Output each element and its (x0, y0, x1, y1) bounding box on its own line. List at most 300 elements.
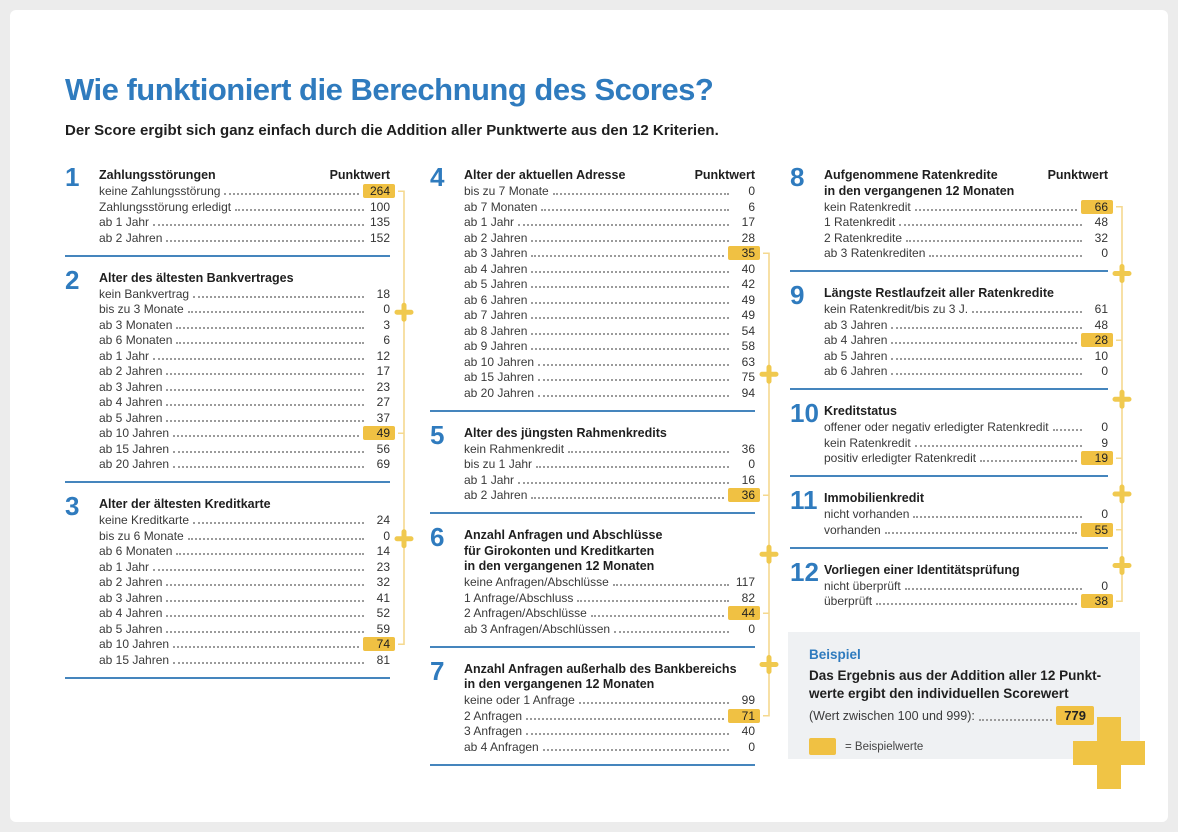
row-value-highlighted: 74 (363, 637, 395, 651)
section-title-line: in den vergangenen 12 Monaten (824, 183, 1015, 198)
section-header (464, 426, 755, 442)
section-divider (65, 255, 390, 257)
dotted-leader (153, 358, 364, 360)
score-row (824, 199, 1108, 215)
section-number: 5 (430, 419, 445, 450)
example-score-row (809, 706, 1094, 725)
row-value: 24 (376, 513, 390, 528)
score-row (464, 693, 755, 709)
row-label: vorhanden (824, 522, 881, 537)
row-label: ab 10 Jahren (99, 426, 170, 441)
score-row (99, 544, 390, 560)
section-9 (790, 280, 1108, 379)
score-row (99, 286, 390, 302)
row-value: 69 (376, 457, 390, 472)
row-label: 2 Anfragen (464, 708, 523, 723)
row-label: ab 4 Jahren (99, 395, 163, 410)
punktwert-header: Punktwert (329, 168, 390, 182)
section-title (824, 491, 924, 507)
row-label: offener oder negativ erledigter Ratenkredit (824, 420, 1049, 435)
section-number: 8 (790, 162, 805, 192)
score-row (464, 724, 755, 740)
row-value: 117 (735, 575, 755, 590)
plus-icon (1115, 392, 1129, 406)
row-value: 0 (1101, 507, 1108, 522)
row-label: ab 4 Jahren (824, 333, 888, 348)
section-title-line: Vorliegen einer Identitätsprüfung (824, 562, 1020, 577)
plus-icon (397, 532, 411, 546)
row-value: 23 (376, 379, 390, 394)
section-number: 4 (430, 162, 445, 192)
row-label: kein Rahmenkredit (464, 441, 565, 456)
row-label: ab 15 Jahren (99, 652, 170, 667)
row-value: 0 (1101, 420, 1108, 435)
section-6 (430, 522, 755, 637)
row-value: 36 (741, 441, 755, 456)
score-row (99, 637, 390, 653)
score-row (464, 708, 755, 724)
score-infographic-page (10, 10, 1168, 822)
row-value: 63 (741, 354, 755, 369)
section-3 (65, 491, 390, 668)
section-title (824, 168, 1014, 199)
score-row (464, 441, 755, 457)
score-row (99, 184, 390, 200)
row-label: ab 10 Jahren (99, 637, 170, 652)
row-value: 0 (1101, 246, 1108, 261)
row-label: ab 3 Jahren (824, 317, 888, 332)
row-value: 52 (376, 606, 390, 621)
score-row (824, 594, 1108, 610)
page-title: Wie funktioniert die Berechnung des Scores? (65, 72, 714, 107)
score-row (464, 339, 755, 355)
row-label: ab 15 Jahren (99, 441, 170, 456)
dotted-leader (913, 516, 1082, 518)
score-row (824, 230, 1108, 246)
score-row (464, 230, 755, 246)
row-value: 0 (748, 184, 755, 199)
section-title (824, 286, 1054, 302)
plus-icon (1115, 487, 1129, 501)
dotted-leader (166, 631, 364, 633)
section-number: 10 (790, 398, 819, 428)
dotted-leader (531, 302, 729, 304)
score-row (99, 302, 390, 318)
section-divider (430, 512, 755, 514)
row-value: 17 (741, 215, 755, 230)
dotted-leader (531, 255, 724, 257)
row-value: 58 (741, 339, 755, 354)
dotted-leader (188, 311, 364, 313)
section-title-line: in den vergangenen 12 Monaten (464, 677, 655, 691)
score-row (824, 348, 1108, 364)
plus-icon (762, 547, 776, 561)
row-value-highlighted: 264 (363, 184, 395, 198)
row-value: 6 (748, 199, 755, 214)
dotted-leader (531, 333, 729, 335)
dotted-leader (176, 553, 364, 555)
row-value: 37 (376, 410, 390, 425)
dotted-leader (577, 600, 729, 602)
score-row (464, 261, 755, 277)
dotted-leader (531, 497, 724, 499)
row-label: ab 6 Monaten (99, 333, 173, 348)
dotted-leader (518, 224, 729, 226)
row-label: ab 4 Anfragen (464, 739, 539, 754)
dotted-leader (526, 718, 724, 720)
example-score-value: 779 (1056, 706, 1094, 725)
plus-icon (762, 658, 776, 672)
example-text-line: Das Ergebnis aus der Addition aller 12 Punkt- (809, 668, 1102, 683)
score-row (99, 364, 390, 380)
row-value: 32 (1094, 230, 1108, 245)
dotted-leader (176, 342, 364, 344)
row-label: ab 3 Jahren (99, 379, 163, 394)
example-value-swatch-icon (809, 738, 836, 755)
dotted-leader (568, 451, 729, 453)
row-label: bis zu 7 Monate (464, 184, 549, 199)
section-title-line: Alter des ältesten Bankvertrages (99, 270, 294, 285)
column-end-divider (430, 764, 755, 766)
section-number: 9 (790, 280, 805, 310)
dotted-leader (876, 603, 1077, 605)
row-label: ab 3 Jahren (99, 590, 163, 605)
dotted-leader (166, 404, 364, 406)
legend-label: = Beispielwerte (845, 740, 924, 753)
score-row (99, 333, 390, 349)
dotted-leader (166, 600, 364, 602)
section-title (464, 426, 667, 442)
dotted-leader (173, 646, 359, 648)
row-value: 54 (741, 323, 755, 338)
row-value: 81 (376, 652, 390, 667)
score-row (464, 323, 755, 339)
score-row (824, 507, 1108, 523)
row-value-highlighted: 49 (363, 426, 395, 440)
dotted-leader (531, 317, 729, 319)
row-value: 61 (1094, 302, 1108, 317)
score-row (464, 472, 755, 488)
row-value: 42 (741, 277, 755, 292)
section-header (464, 528, 755, 575)
dotted-leader (176, 327, 364, 329)
row-label: ab 1 Jahr (99, 559, 150, 574)
dotted-leader (166, 389, 364, 391)
row-value: 0 (383, 302, 390, 317)
dotted-leader (188, 538, 364, 540)
row-label: ab 5 Jahren (99, 410, 163, 425)
dotted-leader (613, 584, 729, 586)
row-value: 94 (741, 385, 755, 400)
connector-path (763, 253, 769, 716)
score-row (99, 410, 390, 426)
section-2 (65, 264, 390, 473)
row-value: 16 (741, 472, 755, 487)
score-row (824, 522, 1108, 538)
dotted-leader (915, 209, 1077, 211)
row-label: 3 Anfragen (464, 724, 523, 739)
dotted-leader (579, 702, 729, 704)
dotted-leader (173, 662, 364, 664)
section-header (464, 168, 755, 184)
example-text (809, 667, 1140, 703)
dotted-leader (166, 373, 364, 375)
section-number: 2 (65, 264, 80, 295)
plus-icon (1115, 559, 1129, 573)
section-title (99, 271, 294, 287)
row-value: 0 (748, 621, 755, 636)
row-value: 23 (376, 559, 390, 574)
row-value-highlighted: 35 (728, 246, 760, 260)
dotted-leader (193, 296, 364, 298)
score-row (99, 395, 390, 411)
row-value: 27 (376, 395, 390, 410)
row-label: 2 Ratenkredite (824, 230, 903, 245)
score-row (464, 354, 755, 370)
score-row (464, 739, 755, 755)
dotted-leader (166, 584, 364, 586)
row-value-highlighted: 55 (1081, 523, 1113, 537)
section-title-line: Aufgenommene Ratenkredite (824, 168, 998, 182)
section-4 (430, 162, 755, 401)
score-row (99, 590, 390, 606)
score-row (464, 246, 755, 262)
row-label: ab 20 Jahren (464, 385, 535, 400)
row-value: 152 (369, 230, 390, 245)
row-label: ab 2 Jahren (464, 230, 528, 245)
score-row (99, 230, 390, 246)
section-title-line: Immobilienkredit (824, 491, 925, 505)
dotted-leader (193, 522, 364, 524)
row-label: ab 1 Jahr (99, 215, 150, 230)
dotted-leader (153, 569, 364, 571)
row-label: ab 4 Jahren (99, 606, 163, 621)
row-value: 3 (383, 317, 390, 332)
row-label: 2 Anfragen/Abschlüsse (464, 606, 587, 621)
row-value: 59 (376, 621, 390, 636)
row-label: bis zu 6 Monate (99, 528, 184, 543)
dotted-leader (518, 482, 729, 484)
score-row (464, 590, 755, 606)
section-title (99, 497, 271, 513)
row-label: ab 5 Jahren (99, 621, 163, 636)
row-label: ab 2 Jahren (99, 575, 163, 590)
section-title-line: Anzahl Anfragen außerhalb des Bankbereichs (464, 661, 737, 676)
score-row (824, 435, 1108, 451)
section-title (464, 662, 737, 693)
score-row (824, 246, 1108, 262)
row-label: bis zu 3 Monate (99, 302, 184, 317)
row-value: 41 (376, 590, 390, 605)
section-number: 3 (65, 491, 80, 521)
row-value: 0 (748, 457, 755, 472)
dotted-leader (531, 240, 729, 242)
score-row (464, 199, 755, 215)
score-row (824, 451, 1108, 467)
row-label: ab 2 Jahren (464, 488, 528, 503)
row-value: 0 (383, 528, 390, 543)
row-label: ab 3 Anfragen/Abschlüssen (464, 621, 611, 636)
dotted-leader (591, 615, 724, 617)
dotted-leader (553, 193, 729, 195)
section-header (824, 286, 1108, 302)
score-row (99, 528, 390, 544)
score-row (824, 333, 1108, 349)
dotted-leader (173, 435, 359, 437)
row-label: 1 Anfrage/Abschluss (464, 590, 574, 605)
dotted-leader (166, 420, 364, 422)
criteria-column-2 (430, 162, 755, 780)
dotted-leader (536, 466, 729, 468)
row-value: 32 (376, 575, 390, 590)
row-label: bis zu 1 Jahr (464, 457, 533, 472)
row-value-highlighted: 66 (1081, 200, 1113, 214)
score-row (464, 370, 755, 386)
section-11 (790, 485, 1108, 538)
criteria-column-1 (65, 162, 390, 693)
column-end-divider (65, 677, 390, 679)
score-row (464, 277, 755, 293)
section-title-line: in den vergangenen 12 Monaten (464, 559, 655, 573)
connector-path (398, 191, 404, 644)
row-label: ab 8 Jahren (464, 323, 528, 338)
section-header (824, 168, 1108, 199)
row-label: ab 4 Jahren (464, 261, 528, 276)
section-header (824, 404, 1108, 420)
section-1 (65, 162, 390, 246)
section-5 (430, 419, 755, 504)
dotted-leader (891, 342, 1077, 344)
dotted-leader (166, 240, 364, 242)
row-value: 40 (741, 724, 755, 739)
row-value: 40 (741, 261, 755, 276)
dotted-leader (531, 286, 729, 288)
dotted-leader (972, 311, 1082, 313)
row-value: 99 (741, 693, 755, 708)
section-number: 7 (430, 655, 445, 686)
example-title: Beispiel (809, 647, 861, 662)
score-row (99, 199, 390, 215)
row-label: ab 3 Ratenkrediten (824, 246, 926, 261)
section-divider (430, 410, 755, 412)
score-row (99, 379, 390, 395)
dotted-leader (538, 379, 729, 381)
section-divider (65, 481, 390, 483)
row-label: positiv erledigter Ratenkredit (824, 451, 977, 466)
section-title-line: Alter der ältesten Kreditkarte (99, 497, 271, 511)
section-header (464, 662, 755, 693)
row-label: überprüft (824, 594, 873, 609)
row-value: 0 (1101, 364, 1108, 379)
row-label: ab 2 Jahren (99, 230, 163, 245)
big-plus-icon (1073, 717, 1145, 789)
score-row (464, 488, 755, 504)
row-label: ab 15 Jahren (464, 370, 535, 385)
row-value: 14 (376, 544, 390, 559)
row-label: ab 9 Jahren (464, 339, 528, 354)
dotted-leader (614, 631, 729, 633)
section-divider (790, 547, 1108, 549)
row-label: ab 1 Jahr (464, 215, 515, 230)
dotted-leader (906, 240, 1082, 242)
row-label: ab 20 Jahren (99, 457, 170, 472)
row-label: keine oder 1 Anfrage (464, 693, 575, 708)
section-header (99, 271, 390, 287)
row-label: kein Ratenkredit (824, 435, 911, 450)
score-row (99, 559, 390, 575)
row-value: 48 (1094, 317, 1108, 332)
section-title (824, 563, 1020, 579)
plus-icon (1115, 267, 1129, 281)
score-row (99, 621, 390, 637)
row-value: 49 (741, 308, 755, 323)
dotted-leader (541, 209, 729, 211)
dotted-leader (885, 532, 1077, 534)
row-label: ab 6 Jahren (464, 292, 528, 307)
row-value: 0 (748, 739, 755, 754)
example-range-text: (Wert zwischen 100 und 999): (809, 708, 975, 723)
score-row (99, 348, 390, 364)
row-value-highlighted: 71 (728, 709, 760, 723)
score-row (464, 292, 755, 308)
example-text-line: werte ergibt den individuellen Scorewert (809, 686, 1069, 701)
row-label: ab 5 Jahren (464, 277, 528, 292)
section-divider (790, 475, 1108, 477)
row-value: 18 (376, 286, 390, 301)
dotted-leader (1053, 429, 1082, 431)
dotted-leader (905, 588, 1082, 590)
row-label: nicht überprüft (824, 578, 901, 593)
score-row (824, 364, 1108, 380)
dotted-leader (173, 466, 364, 468)
dotted-leader (891, 327, 1082, 329)
score-row (99, 652, 390, 668)
section-title-line: Anzahl Anfragen und Abschlüsse (464, 528, 663, 542)
score-row (464, 308, 755, 324)
dotted-leader (526, 733, 729, 735)
plus-icon (762, 367, 776, 381)
dotted-leader (915, 445, 1082, 447)
dotted-leader (538, 364, 729, 366)
row-label: ab 1 Jahr (464, 472, 515, 487)
criteria-column-3 (790, 162, 1108, 609)
dotted-leader (891, 373, 1082, 375)
row-label: ab 3 Jahren (464, 246, 528, 261)
section-title-line: Zahlungsstörungen (99, 168, 216, 182)
row-label: nicht vorhanden (824, 507, 910, 522)
row-label: Zahlungsstörung erledigt (99, 199, 232, 214)
plus-icon (397, 305, 411, 319)
dotted-leader (543, 749, 729, 751)
section-title (99, 168, 216, 184)
row-label: ab 7 Monaten (464, 199, 538, 214)
dotted-leader (166, 615, 364, 617)
section-title (464, 528, 662, 575)
dotted-leader (235, 209, 364, 211)
section-header (99, 168, 390, 184)
row-value-highlighted: 38 (1081, 594, 1113, 608)
page-subtitle: Der Score ergibt sich ganz einfach durch die Addition aller Punktwerte aus den 12 Kriterien. (65, 122, 719, 139)
section-header (824, 491, 1108, 507)
score-row (99, 441, 390, 457)
row-value: 28 (741, 230, 755, 245)
score-row (464, 184, 755, 200)
row-label: keine Anfragen/Abschlüsse (464, 575, 609, 590)
section-title-line: Kreditstatus (824, 404, 897, 418)
section-title (824, 404, 897, 420)
row-value: 10 (1094, 348, 1108, 363)
score-row (99, 215, 390, 231)
